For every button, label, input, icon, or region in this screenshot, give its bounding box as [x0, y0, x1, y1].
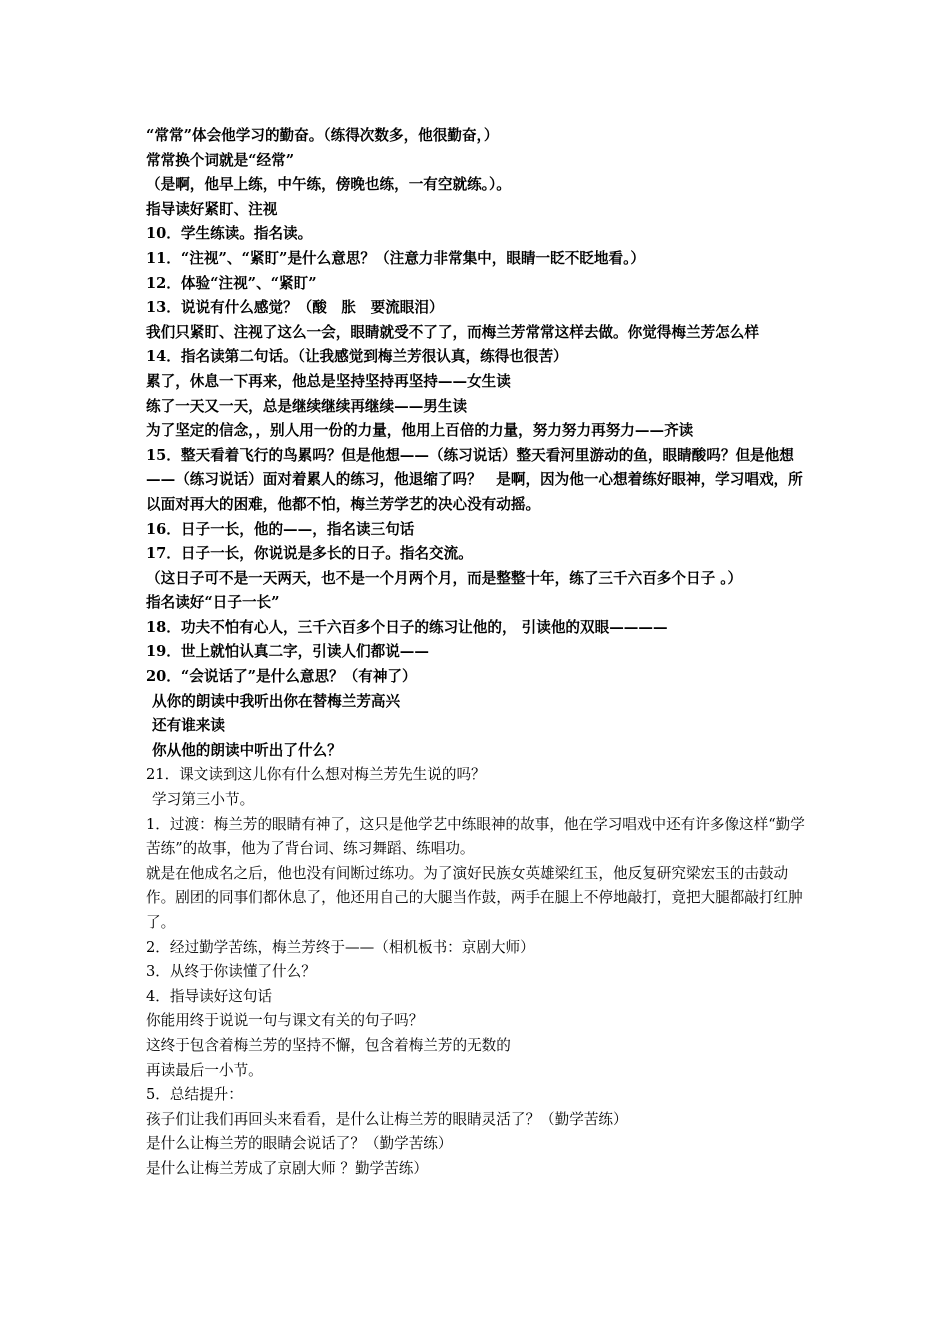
text-line: 再读最后一小节。: [146, 1061, 263, 1079]
text-paragraph: 就是在他成名之后，他也没有间断过练功。为了演好民族女英雄梁红玉，他反复研究梁宏玉的击鼓动作。剧团的同事们都休息了，他还用自己的大腿当作鼓，两手在腿上不停地敲打，竟把大腿都敲打红肿了。: [146, 864, 803, 931]
text-line: 20．“会说话了”是什么意思？（有神了）: [146, 668, 417, 686]
document-page: [146, 124, 816, 1182]
text-line: 这终于包含着梅兰芳的坚持不懈，包含着梅兰芳的无数的: [146, 1036, 511, 1054]
text-paragraph: 1．过渡：梅兰芳的眼睛有神了，这只是他学艺中练眼神的故事，他在学习唱戏中还有许多像这样“勤学苦练”的故事，他为了背台词、练习舞蹈、练唱功。: [146, 815, 805, 858]
text-line: 你能用终于说说一句与课文有关的句子吗？: [146, 1012, 424, 1030]
text-paragraph: 15．整天看着飞行的鸟累吗？但是他想——（练习说话）整天看河里游动的鱼，眼睛酸吗？但是他想——（练习说话）面对着累人的练习，他退缩了吗？ 是啊，因为他一心想着练好眼神，学习唱戏，所以面对再大的困难，他都不怕，梅兰芳学艺的决心没有动摇。: [146, 446, 803, 513]
text-line: 累了，休息一下再来，他总是坚持坚持再坚持——女生读: [146, 372, 511, 390]
text-line: （是啊，他早上练，中午练，傍晚也练，一有空就练。）。: [146, 176, 511, 194]
text-line: 常常换个词就是“经常”: [146, 151, 295, 169]
text-line: 21．课文读到这儿你有什么想对梅兰芳先生说的吗？: [146, 766, 486, 784]
text-line: 指名读好“日子一长”: [146, 594, 280, 612]
text-line: 从你的朗读中我听出你在替梅兰芳高兴: [152, 692, 401, 710]
text-line: 16．日子一长，他的——，指名读三句话: [146, 520, 415, 538]
text-line: 14．指名读第二句话。（让我感觉到梅兰芳很认真，练得也很苦）: [146, 348, 568, 366]
text-line: 是什么让梅兰芳成了京剧大师 ？勤学苦练）: [146, 1159, 428, 1177]
text-line: 11．“注视”、“紧盯”是什么意思？（注意力非常集中，眼睛一眨不眨地看。）: [146, 249, 645, 267]
text-line: 13．说说有什么感觉？（酸 胀 要流眼泪）: [146, 299, 444, 317]
text-line: 12．体验“注视”、“紧盯”: [146, 274, 317, 292]
text-line: 18．功夫不怕有心人，三千六百多个日子的练习让他的， 引读他的双眼————: [146, 618, 668, 636]
text-line: 还有谁来读: [152, 717, 225, 735]
text-line: （这日子可不是一天两天，也不是一个月两个月，而是整整十年，练了三千六百多个日子 。）: [146, 569, 743, 587]
text-line: “常常”体会他学习的勤奋。（练得次数多，他很勤奋，）: [146, 127, 499, 144]
text-line: 10．学生练读。指名读。: [146, 225, 313, 243]
text-line: 19．世上就怕认真二字，引读人们都说——: [146, 643, 429, 661]
text-paragraph: 我们只紧盯、注视了这么一会，眼睛就受不了了，而梅兰芳常常这样去做。你觉得梅兰芳怎么样: [146, 323, 759, 341]
text-line: 孩子们让我们再回头来看看，是什么让梅兰芳的眼睛灵活了？（勤学苦练）: [146, 1110, 628, 1128]
text-line: 3．从终于你读懂了什么？: [146, 963, 316, 981]
text-line: 指导读好紧盯、注视: [146, 200, 278, 218]
text-line: 是什么让梅兰芳的眼睛会说话了？（勤学苦练）: [146, 1135, 453, 1153]
text-line: 5．总结提升：: [146, 1086, 243, 1104]
text-line: 2．经过勤学苦练，梅兰芳终于——（相机板书：京剧大师）: [146, 938, 535, 956]
text-line: 你从他的朗读中听出了什么？: [152, 741, 342, 759]
text-line: 为了坚定的信念，，别人用一份的力量，他用上百倍的力量，努力努力再努力——齐读: [146, 422, 694, 440]
text-line: 17．日子一长，你说说是多长的日子。指名交流。: [146, 545, 473, 563]
text-line: 4．指导读好这句话: [146, 987, 273, 1005]
text-line: 练了一天又一天，总是继续继续再继续——男生读: [146, 397, 468, 415]
text-line: 学习第三小节。: [152, 791, 255, 809]
